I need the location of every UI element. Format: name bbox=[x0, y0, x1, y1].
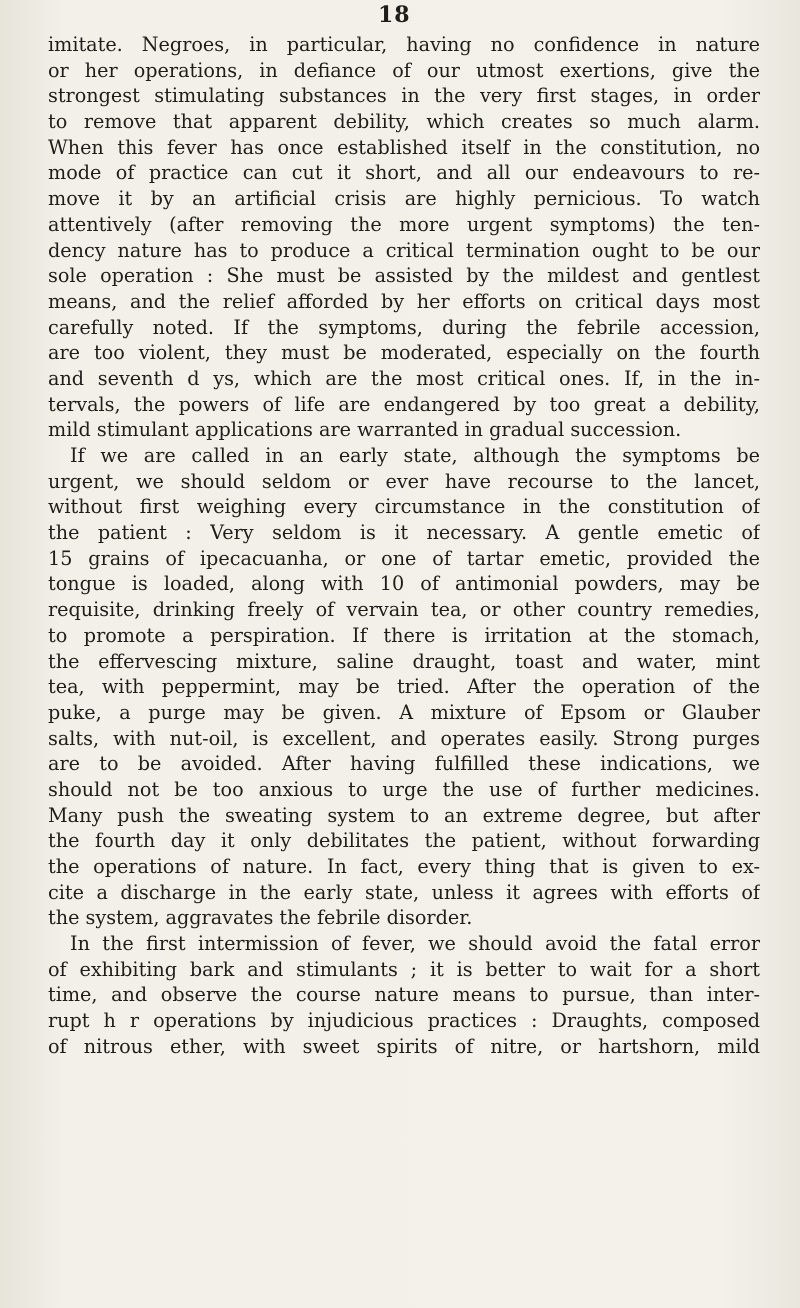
text-line: move it by an artificial crisis are highly pernicious. To watch bbox=[48, 187, 760, 211]
text-line: mode of practice can cut it short, and all our endeavours to re- bbox=[48, 161, 760, 185]
text-line: the fourth day it only debilitates the patient, without forwarding bbox=[48, 829, 760, 853]
paragraph-start-line: In the first intermission of fever, we should avoid the fatal error bbox=[70, 932, 760, 956]
text-line: or her operations, in defiance of our utmost exertions, give the bbox=[48, 58, 760, 82]
page-number: 18 bbox=[378, 2, 411, 28]
paragraph-start-line: If we are called in an early state, although the symptoms be bbox=[70, 444, 760, 467]
text-line: Many push the sweating system to an extreme degree, but after bbox=[48, 803, 760, 827]
text-line: When this fever has once established itself in the constitution, no bbox=[48, 135, 760, 159]
text-line: requisite, drinking freely of vervain tea, or other country remedies, bbox=[48, 598, 760, 622]
text-line: of exhibiting bark and stimulants ; it is better to wait for a short bbox=[48, 957, 760, 981]
text-line: to promote a perspiration. If there is irritation at the stomach, bbox=[48, 623, 760, 647]
body-text bbox=[48, 32, 760, 1060]
text-line: and seventh d ys, which are the most critical ones. If, in the in- bbox=[48, 366, 760, 390]
text-line: to remove that apparent debility, which creates so much alarm. bbox=[48, 110, 760, 134]
text-line: carefully noted. If the symptoms, during the febrile accession, bbox=[48, 315, 760, 339]
text-line: 15 grains of ipecacuanha, or one of tartar emetic, provided the bbox=[48, 546, 760, 570]
text-line: urgent, we should seldom or ever have recourse to the lancet, bbox=[48, 469, 760, 493]
text-line: puke, a purge may be given. A mixture of Epsom or Glauber bbox=[48, 700, 760, 724]
text-line: the operations of nature. In fact, every thing that is given to ex- bbox=[48, 855, 760, 878]
text-line: should not be too anxious to urge the use of further medicines. bbox=[48, 777, 760, 801]
text-line: of nitrous ether, with sweet spirits of nitre, or hartshorn, mild bbox=[48, 1034, 760, 1058]
text-line: mild stimulant applications are warranted in gradual succession. bbox=[48, 418, 682, 442]
text-line: means, and the relief afforded by her efforts on critical days most bbox=[48, 289, 760, 313]
text-line: sole operation : She must be assisted by the mildest and gentlest bbox=[48, 264, 760, 288]
text-line: are too violent, they must be moderated, especially on the fourth bbox=[48, 341, 760, 365]
text-line: dency nature has to produce a critical termination ought to be our bbox=[48, 238, 760, 262]
text-line: rupt h r operations by injudicious practices : Draughts, composed bbox=[48, 1009, 760, 1033]
text-line: the effervescing mixture, saline draught, toast and water, mint bbox=[48, 649, 760, 673]
text-line: salts, with nut-oil, is excellent, and operates easily. Strong purges bbox=[48, 726, 760, 750]
text-line: tea, with peppermint, may be tried. After the operation of the bbox=[48, 675, 760, 699]
text-line: time, and observe the course nature means to pursue, than inter- bbox=[48, 983, 760, 1007]
text-line: imitate. Negroes, in particular, having no confidence in nature bbox=[48, 33, 760, 56]
text-line: the patient : Very seldom is it necessary. A gentle emetic of bbox=[48, 521, 760, 545]
text-line: are to be avoided. After having fulfilled these indications, we bbox=[48, 752, 760, 776]
text-line: attentively (after removing the more urgent symptoms) the ten- bbox=[48, 212, 760, 236]
text-line: strongest stimulating substances in the very first stages, in order bbox=[48, 84, 760, 108]
text-line: tervals, the powers of life are endangered by too great a debility, bbox=[48, 392, 760, 416]
text-line: cite a discharge in the early state, unless it agrees with efforts of bbox=[48, 880, 760, 904]
text-line: without first weighing every circumstance in the constitution of bbox=[48, 495, 760, 519]
text-line: the system, aggravates the febrile disorder. bbox=[48, 906, 473, 930]
text-line: tongue is loaded, along with 10 of antimonial powders, may be bbox=[48, 572, 760, 596]
